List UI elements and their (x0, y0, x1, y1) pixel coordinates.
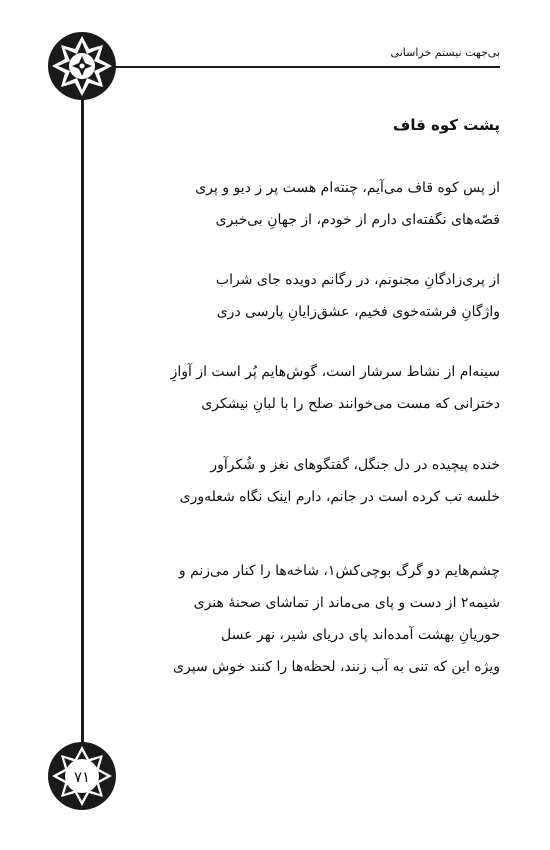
stanza (120, 172, 500, 236)
verse-line: دخترانی که مست می‌خوانند صلح را با لبانِ نیشکری (201, 396, 500, 412)
rosette-ornament-icon (46, 30, 118, 102)
header-rule (82, 66, 500, 68)
poem-title: پشت کوه قاف (392, 116, 500, 134)
stanza (120, 264, 500, 328)
verse-line: چشم‌هایم دو گرگ بوچی‌کش۱، شاخه‌ها را کنار می‌زنم و (178, 563, 500, 579)
stanza (120, 356, 500, 420)
verse-line: قصّه‌های نگفته‌ای دارم از خودم، از جهانِ بی‌خبری (215, 212, 500, 228)
verse-line: از پس کوه قاف می‌آیم، چنته‌ام هست پر ز دیو و پری (195, 180, 500, 196)
stanza (120, 449, 500, 513)
stanza (120, 555, 500, 683)
margin-rule (81, 66, 84, 786)
verse-line: از پری‌زادگانِ مجنونم، در رگانم دویده جای شراب (215, 272, 500, 288)
running-header: بی‌جهت نیستم خراسانی (390, 46, 500, 59)
page-number: ۷۱ (73, 768, 91, 786)
verse-line: خلسه تب کرده است در جانم، دارم اینک نگاه شعله‌وری (179, 489, 500, 505)
verse-line: خنده پیچیده در دل جنگل، گفتگوهای نغز و شُکرآور (210, 457, 500, 473)
verse-line: واژگانِ فرشته‌خوی فخیم، عشق‌زایانِ پارسی دری (216, 304, 500, 320)
verse-line: حوریانِ بهشت آمده‌اند پای دریای شیر، نهر عسل (221, 627, 500, 643)
verse-line: ویژه این که تنی به آب زنند، لحظه‌ها را کنند خوش سپری (173, 659, 500, 675)
verse-line: شیمه۲ از دست و پای می‌ماند از تماشای صحنهٔ هنری (193, 595, 500, 611)
verse-line: سینه‌ام از نشاط سرشار است، گوش‌هایم پُر است از آوازِ (170, 364, 500, 380)
